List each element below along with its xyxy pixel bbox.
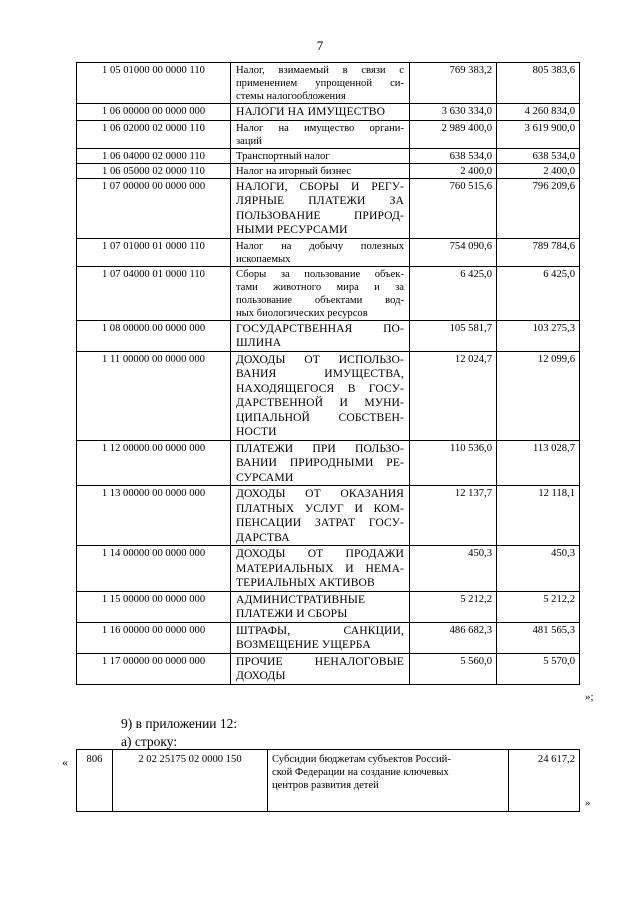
classification-code: 1 15 00000 00 0000 000 [77, 591, 231, 622]
description-line: АДМИНИСТРАТИВНЫЕ [236, 592, 366, 606]
amount-year-1: 105 581,7 [410, 320, 497, 351]
description-line: НАЛОГИ НА ИМУЩЕСТВО [236, 105, 386, 118]
table-row [77, 120, 580, 148]
amendment-subitem: а) строку: [121, 734, 178, 749]
amount-year-1: 486 682,3 [410, 622, 497, 653]
table-row [77, 63, 580, 104]
table-row [77, 486, 580, 546]
page-number: 7 [316, 38, 324, 53]
amount-year-1: 760 515,6 [410, 178, 497, 238]
classification-code: 1 07 00000 00 0000 000 [77, 178, 231, 238]
revenue-description [231, 546, 410, 592]
amount-year-2: 103 275,3 [497, 320, 580, 351]
classification-code: 1 14 00000 00 0000 000 [77, 546, 231, 592]
classification-code: 1 08 00000 00 0000 000 [77, 320, 231, 351]
classification-code: 1 07 04000 01 0000 110 [77, 266, 231, 320]
amount-year-1: 2 989 400,0 [410, 120, 497, 148]
classification-code: 1 17 00000 00 0000 000 [77, 653, 231, 684]
description-line: Налог на добычу полезных [236, 240, 404, 252]
revenue-description [231, 148, 410, 163]
table-row [77, 351, 580, 440]
description-line: Налог, взимаемый в связи с [236, 65, 404, 76]
table-row [77, 266, 580, 320]
description-line: ДОХОДЫ ОТ ПРОДАЖИ [236, 547, 404, 560]
classification-code: 1 12 00000 00 0000 000 [77, 440, 231, 486]
description-line: пользование объектами вод- [236, 294, 404, 306]
amount-year-2: 789 784,6 [497, 238, 580, 266]
revenue-description [231, 266, 410, 320]
description-line: ДОХОДЫ [236, 669, 286, 682]
amount-year-2: 5 212,2 [497, 591, 580, 622]
description-line: ископаемых [236, 253, 291, 265]
description-line: заций [236, 135, 262, 147]
amount-year-1: 754 090,6 [410, 238, 497, 266]
description-line: ПЛАТНЫХ УСЛУГ И КОМ- [236, 501, 404, 515]
amount-year-1: 12 137,7 [410, 486, 497, 546]
subsidy-open-quote: « [62, 755, 68, 769]
description-line: ВАНИЯ ИМУЩЕСТВА, [236, 367, 404, 380]
revenue-description [231, 653, 410, 684]
amount-year-1: 769 383,2 [410, 63, 497, 104]
table-closing-mark: »; [585, 691, 594, 703]
classification-code: 1 05 01000 00 0000 110 [77, 63, 231, 104]
classification-code: 1 06 02000 02 0000 110 [77, 120, 231, 148]
subsidy-description [268, 750, 509, 812]
amount-year-2: 3 619 900,0 [497, 120, 580, 148]
amount-year-2: 450,3 [497, 546, 580, 592]
classification-code: 1 06 04000 02 0000 110 [77, 148, 231, 163]
classification-code: 1 11 00000 00 0000 000 [77, 351, 231, 440]
table-row [77, 238, 580, 266]
table-row [77, 440, 580, 486]
amendment-item: 9) в приложении 12: [121, 716, 238, 731]
subsidy-description-line: центров развития детей [272, 780, 379, 791]
description-line: стемы налогообложения [236, 91, 346, 102]
revenue-description [231, 440, 410, 486]
revenue-table-body [77, 63, 580, 685]
amount-year-2: 2 400,0 [497, 163, 580, 178]
description-line: ВОЗМЕЩЕНИЕ УЩЕРБА [236, 638, 371, 651]
table-row [77, 320, 580, 351]
revenue-description [231, 163, 410, 178]
amount-year-2: 4 260 834,0 [497, 104, 580, 121]
amount-year-2: 5 570,0 [497, 653, 580, 684]
description-line: НЫМИ РЕСУРСАМИ [236, 223, 348, 236]
table-row [77, 546, 580, 592]
amount-year-2: 805 383,6 [497, 63, 580, 104]
amount-year-2: 12 118,1 [497, 486, 580, 546]
amount-year-1: 2 400,0 [410, 163, 497, 178]
description-line: СУРСАМИ [236, 470, 294, 484]
amount-year-1: 450,3 [410, 546, 497, 592]
description-line: Сборы за пользование объек- [236, 268, 404, 280]
subsidy-close-quote: » [585, 797, 591, 809]
description-line: ДОХОДЫ ОТ ИСПОЛЬЗО- [236, 352, 404, 366]
table-row [77, 591, 580, 622]
description-line: ГОСУДАРСТВЕННАЯ ПО- [236, 321, 404, 335]
table-row [77, 104, 580, 121]
table-row [77, 163, 580, 178]
classification-code: 1 13 00000 00 0000 000 [77, 486, 231, 546]
subsidy-amount: 24 617,2 [509, 750, 580, 812]
description-line: ДОХОДЫ ОТ ОКАЗАНИЯ [236, 487, 404, 500]
amount-year-2: 113 028,7 [497, 440, 580, 486]
amount-year-1: 5 560,0 [410, 653, 497, 684]
table-row [77, 653, 580, 684]
description-line: ПОЛЬЗОВАНИЕ ПРИРОД- [236, 208, 404, 222]
description-line: Транспортный налог [236, 150, 330, 162]
revenue-description [231, 104, 410, 121]
revenue-description [231, 178, 410, 238]
amount-year-2: 6 425,0 [497, 266, 580, 320]
subsidy-description-line: ской Федерации на создание ключевых [272, 767, 449, 778]
subsidy-table [76, 749, 580, 812]
description-line: ПЛАТЕЖИ И СБОРЫ [236, 607, 348, 620]
subsidy-row [77, 750, 580, 812]
amount-year-1: 12 024,7 [410, 351, 497, 440]
revenue-description [231, 120, 410, 148]
description-line: ЛЯРНЫЕ ПЛАТЕЖИ ЗА [236, 194, 404, 207]
description-line: ных биологических ресурсов [236, 307, 368, 319]
description-line: ПЕНСАЦИИ ЗАТРАТ ГОСУ- [236, 516, 404, 529]
description-line: ЦИПАЛЬНОЙ СОБСТВЕН- [236, 410, 404, 424]
amount-year-1: 3 630 334,0 [410, 104, 497, 121]
description-line: ПРОЧИЕ НЕНАЛОГОВЫЕ [236, 654, 404, 668]
description-line: ВАНИИ ПРИРОДНЫМИ РЕ- [236, 456, 404, 469]
revenue-description [231, 622, 410, 653]
description-line: НАЛОГИ, СБОРЫ И РЕГУ- [236, 179, 404, 193]
amount-year-1: 6 425,0 [410, 266, 497, 320]
table-row [77, 148, 580, 163]
amount-year-1: 5 212,2 [410, 591, 497, 622]
table-row [77, 622, 580, 653]
description-line: ШЛИНА [236, 336, 282, 349]
revenue-description [231, 63, 410, 104]
classification-code: 1 06 00000 00 0000 000 [77, 104, 231, 121]
description-line: ДАРСТВЕННОЙ И МУНИ- [236, 396, 404, 409]
description-line: НАХОДЯЩЕГОСЯ В ГОСУ- [236, 381, 404, 395]
table-row [77, 178, 580, 238]
description-line: Налог на игорный бизнес [236, 165, 352, 177]
revenue-table [76, 62, 580, 685]
revenue-description [231, 238, 410, 266]
revenue-description [231, 486, 410, 546]
description-line: ШТРАФЫ, САНКЦИИ, [236, 623, 404, 637]
description-line: применением упрощенной си- [236, 78, 404, 89]
subsidy-description-line: Субсидии бюджетам субъектов Россий- [272, 754, 451, 765]
revenue-description [231, 351, 410, 440]
classification-code: 1 16 00000 00 0000 000 [77, 622, 231, 653]
subsidy-admin-code: 806 [77, 750, 113, 812]
description-line: МАТЕРИАЛЬНЫХ И НЕМА- [236, 561, 404, 575]
amount-year-2: 481 565,3 [497, 622, 580, 653]
description-line: Налог на имущество органи- [236, 122, 404, 134]
revenue-description [231, 591, 410, 622]
description-line: ДАРСТВА [236, 530, 290, 544]
description-line: НОСТИ [236, 425, 277, 438]
amount-year-2: 12 099,6 [497, 351, 580, 440]
amount-year-2: 796 209,6 [497, 178, 580, 238]
description-line: ТЕРИАЛЬНЫХ АКТИВОВ [236, 576, 375, 589]
classification-code: 1 07 01000 01 0000 110 [77, 238, 231, 266]
classification-code: 1 06 05000 02 0000 110 [77, 163, 231, 178]
subsidy-budget-code: 2 02 25175 02 0000 150 [113, 750, 268, 812]
amount-year-1: 110 536,0 [410, 440, 497, 486]
amount-year-2: 638 534,0 [497, 148, 580, 163]
description-line: тами животного мира и за [236, 281, 404, 293]
description-line: ПЛАТЕЖИ ПРИ ПОЛЬЗО- [236, 441, 404, 455]
amount-year-1: 638 534,0 [410, 148, 497, 163]
revenue-description [231, 320, 410, 351]
